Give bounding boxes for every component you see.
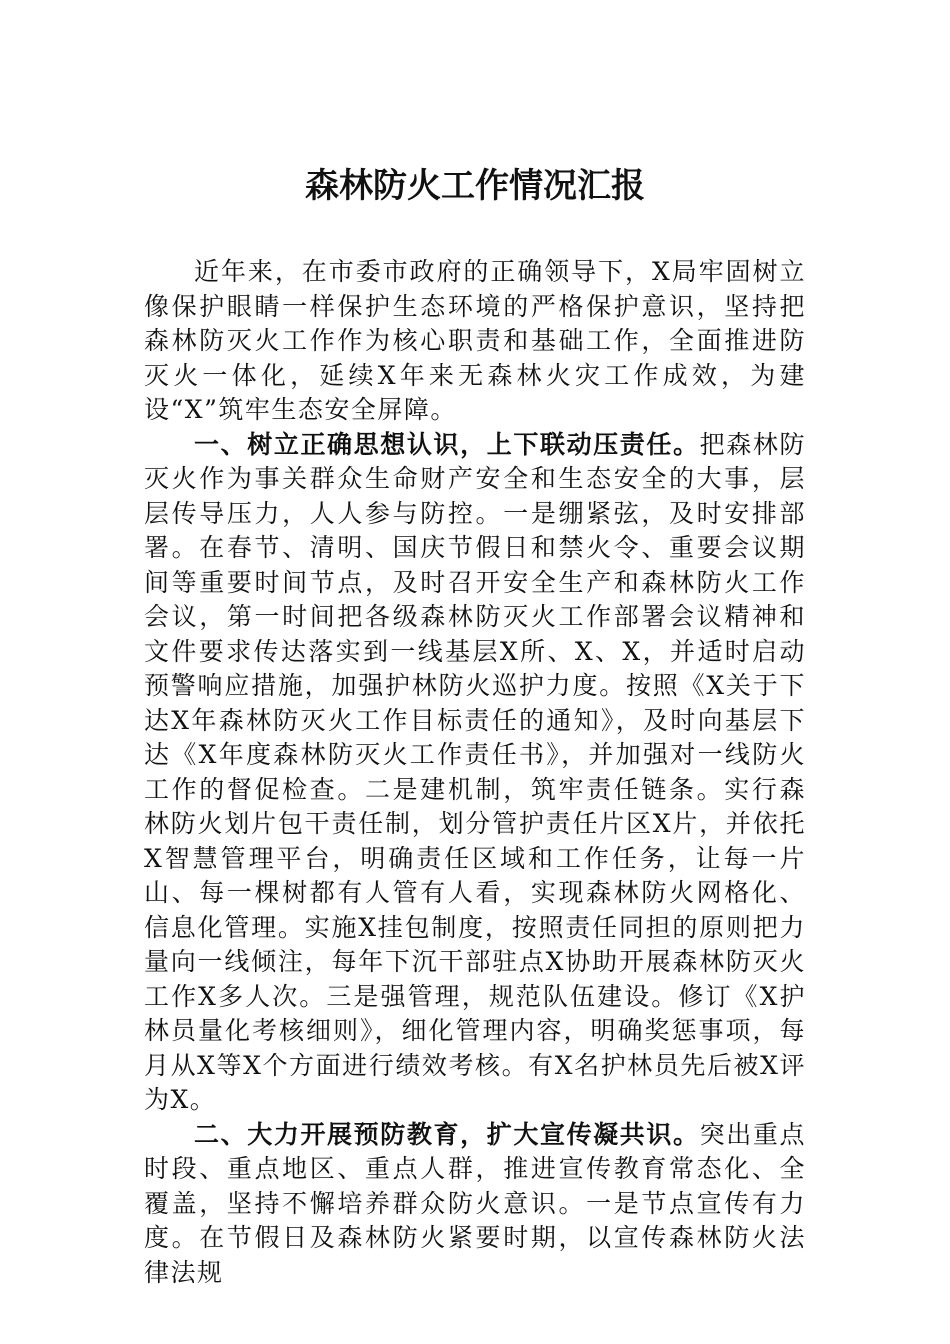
section-one-paragraph: [144, 428, 806, 1118]
section-heading: 一、树立正确思想认识，上下联动压责任。: [194, 429, 700, 459]
document-body: [144, 255, 806, 1290]
paragraph-text: 把森林防灭火作为事关群众生命财产安全和生态安全的大事，层层传导压力，人人参与防控。一是绷紧弦，及时安排部署。在春节、清明、国庆节假日和禁火令、重要会议期间等重要时间节点，及时召开安全生产和森林防火工作会议，第一时间把各级森林防灭火工作部署会议精神和文件要求传达落实到一线基层X所、X、X，并适时启动预警响应措施，加强护林防火巡护力度。按照《X关于下达X年森林防灭火工作目标责任的通知》，及时向基层下达《X年度森林防灭火工作责任书》，并加强对一线防火工作的督促检查。二是建机制，筑牢责任链条。实行森林防火划片包干责任制，划分管护责任片区X片，并依托X智慧管理平台，明确责任区域和工作任务，让每一片山、每一棵树都有人管有人看，实现森林防火网格化、信息化管理。实施X挂包制度，按照责任同担的原则把力量向一线倾注，每年下沉干部驻点X协助开展森林防灭火工作X多人次。三是强管理，规范队伍建设。修订《X护林员量化考核细则》，细化管理内容，明确奖惩事项，每月从X等X个方面进行绩效考核。有X名护林员先后被X评为X。: [144, 429, 806, 1114]
intro-paragraph: [144, 255, 806, 428]
section-heading: 二、大力开展预防教育，扩大宣传凝共识。: [194, 1119, 700, 1149]
document-title: 森林防火工作情况汇报: [305, 166, 645, 206]
paragraph-text: 突出重点时段、重点地区、重点人群，推进宣传教育常态化、全覆盖，坚持不懈培养群众防火意识。一是节点宣传有力度。在节假日及森林防火紧要时期，以宣传森林防火法律法规: [144, 1119, 806, 1287]
paragraph-text: 近年来，在市委市政府的正确领导下，X局牢固树立像保护眼睛一样保护生态环境的严格保护意识，坚持把森林防灭火工作作为核心职责和基础工作，全面推进防灭火一体化，延续X年来无森林火灾工作成效，为建设“X”筑牢生态安全屏障。: [144, 257, 806, 424]
section-two-paragraph: [144, 1118, 806, 1291]
